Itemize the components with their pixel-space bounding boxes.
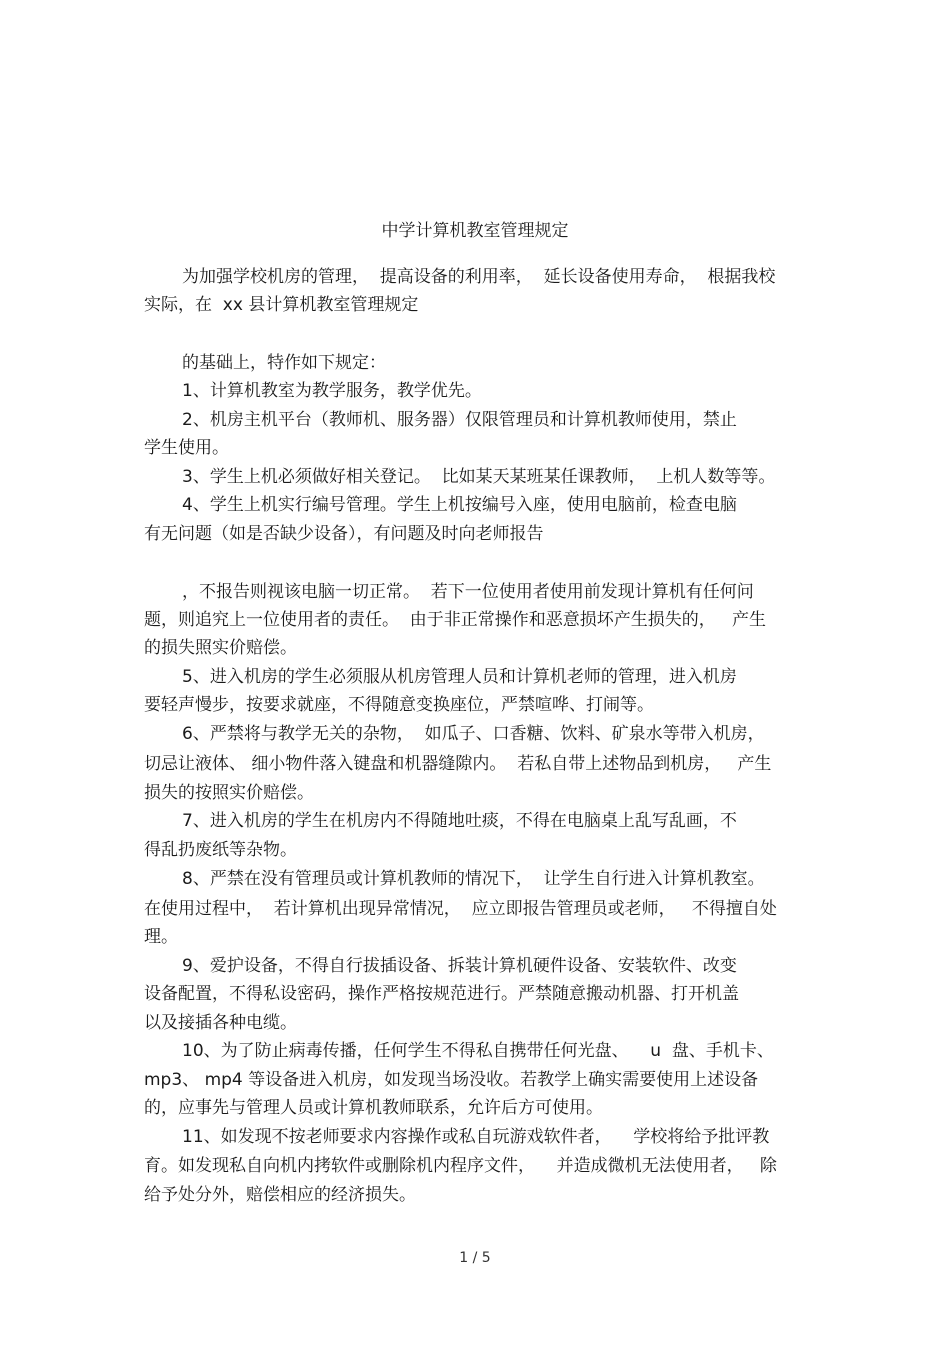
rule-10-line-2: mp3、 mp4 等设备进入机房，如发现当场没收。若教学上确实需要使用上述设备 [144,1070,759,1090]
rule-8-line-2: 在使用过程中， 若计算机出现异常情况， 应立即报告管理员或老师， 不得擅自处 [144,899,777,919]
rule-7-line-1: 7、进入机房的学生在机房内不得随地吐痰，不得在电脑桌上乱写乱画，不 [182,811,737,831]
paragraph-intro-line-1: 为加强学校机房的管理， 提高设备的利用率， 延长设备使用寿命， 根据我校 [182,267,776,287]
rule-4-line-4: 题，则追究上一位使用者的责任。 由于非正常操作和恶意损坏产生损失的， 产生 [144,610,767,630]
rule-4-line-5: 的损失照实价赔偿。 [144,638,297,658]
rule-11-line-3: 给予处分外，赔偿相应的经济损失。 [144,1185,416,1205]
rule-8-line-1: 8、严禁在没有管理员或计算机教师的情况下， 让学生自行进入计算机教室。 [182,869,765,889]
rule-6-line-3: 损失的按照实价赔偿。 [144,783,314,803]
paragraph-intro-line-3: 的基础上，特作如下规定： [182,353,386,373]
rule-10-line-3: 的，应事先与管理人员或计算机教师联系，允许后方可使用。 [144,1098,603,1118]
rule-4-line-3: ，不报告则视该电脑一切正常。 若下一位使用者使用前发现计算机有任何问 [182,582,754,602]
rule-9-line-2: 设备配置，不得私设密码，操作严格按规范进行。严禁随意搬动机器、打开机盖 [144,984,739,1004]
rule-3-line-1: 3、学生上机必须做好相关登记。 比如某天某班某任课教师， 上机人数等等。 [182,467,776,487]
rule-7-line-2: 得乱扔废纸等杂物。 [144,840,297,860]
rule-1-line-1: 1、计算机教室为教学服务，教学优先。 [182,381,482,401]
rule-5-line-2: 要轻声慢步，按要求就座，不得随意变换座位，严禁喧哗、打闹等。 [144,695,654,715]
rule-11-line-2: 育。如发现私自向机内拷软件或删除机内程序文件， 并造成微机无法使用者， 除 [144,1156,777,1176]
rule-2-line-2: 学生使用。 [144,438,229,458]
rule-6-line-2: 切忌让液体、 细小物件落入键盘和机器缝隙内。 若私自带上述物品到机房， 产生 [144,754,772,774]
rule-2-line-1: 2、机房主机平台（教师机、服务器）仅限管理员和计算机教师使用，禁止 [182,410,737,430]
rule-5-line-1: 5、进入机房的学生必须服从机房管理人员和计算机老师的管理，进入机房 [182,667,737,687]
rule-8-line-3: 理。 [144,927,178,947]
rule-9-line-3: 以及接插各种电缆。 [144,1013,297,1033]
rule-6-line-1: 6、严禁将与教学无关的杂物， 如瓜子、口香糖、饮料、矿泉水等带入机房， [182,724,765,744]
document-title: 中学计算机教室管理规定 [381,221,569,241]
rule-10-line-1: 10、为了防止病毒传播，任何学生不得私自携带任何光盘、 u 盘、手机卡、 [182,1041,774,1061]
rule-9-line-1: 9、爱护设备，不得自行拔插设备、拆装计算机硬件设备、安装软件、改变 [182,956,737,976]
rule-4-line-1: 4、学生上机实行编号管理。学生上机按编号入座，使用电脑前，检查电脑 [182,495,737,515]
rule-4-line-2: 有无问题（如是否缺少设备），有问题及时向老师报告 [144,524,544,544]
paragraph-intro-line-2: 实际，在 xx 县计算机教室管理规定 [144,295,419,315]
page-number: 1 / 5 [459,1250,491,1266]
rule-11-line-1: 11、如发现不按老师要求内容操作或私自玩游戏软件者， 学校将给予批评教 [182,1127,770,1147]
